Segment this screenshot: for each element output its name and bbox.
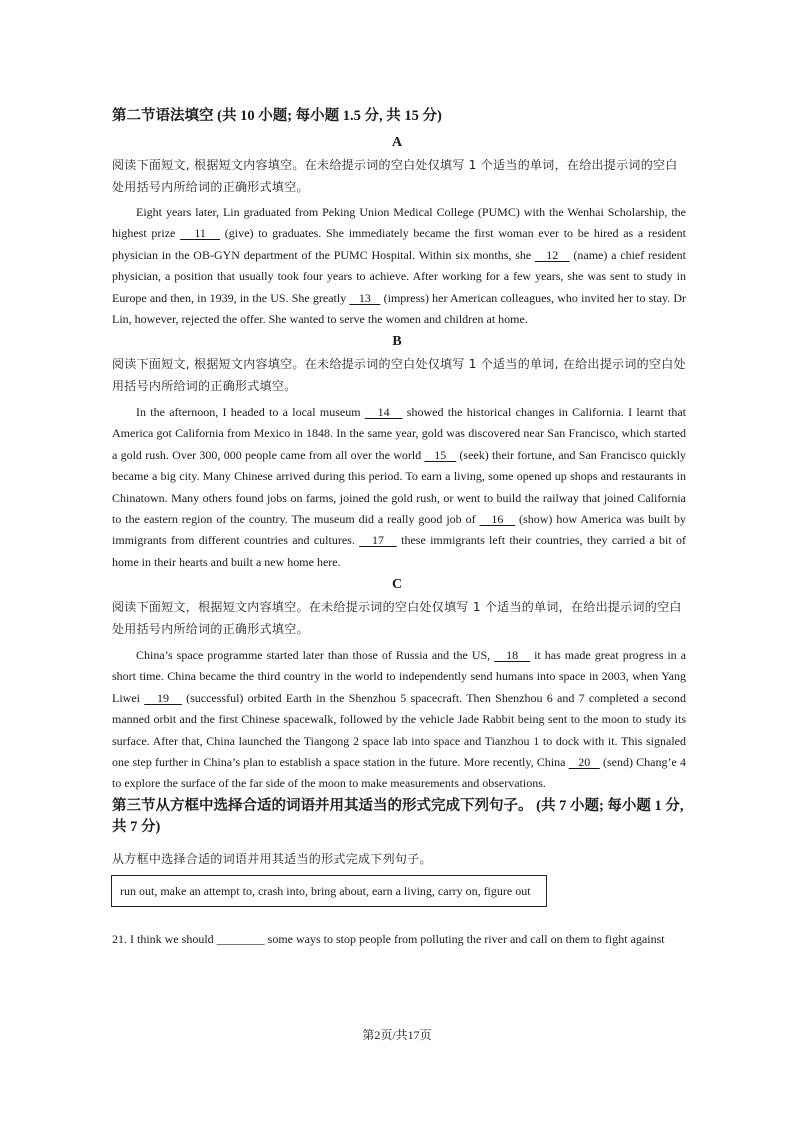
- word-box: run out, make an attempt to, crash into, bring about, earn a living, carry on, figure out: [111, 875, 547, 907]
- answer-blank[interactable]: 13: [349, 290, 381, 305]
- part-a-passage: Eight years later, Lin graduated from Peking Union Medical College (PUMC) with the Wenhai Scholarship, the highest prize 11 (give) to graduates. She immediately became the first woman ever to be hired as a resident physician in the OB-GYN department of the PUMC Hospital. Within six months, she 12 (name) a chief resident physician, a position that usually took four years to achieve. After working for a few years, she was sent to study in Europe and then, in 1939, in the US. She greatly 13 (impress) her American colleagues, who invited her to stay. Dr Lin, however, rejected the offer. She wanted to serve the women and children at home.: [112, 205, 687, 327]
- answer-blank[interactable]: 14: [364, 405, 403, 419]
- answer-blank[interactable]: 12: [534, 247, 570, 262]
- part-c-label: C: [391, 577, 403, 592]
- answer-blank[interactable]: 16: [479, 512, 516, 527]
- answer-blank[interactable]: 17: [359, 533, 397, 548]
- part-a-label: A: [391, 135, 403, 150]
- section2-heading: 第二节语法填空 (共 10 小题; 每小题 1.5 分, 共 15 分): [112, 108, 442, 124]
- answer-blank[interactable]: 19: [144, 690, 182, 705]
- section3-instruction: 从方框中选择合适的词语并用其适当的形式完成下列句子。: [112, 852, 432, 866]
- part-b-label: B: [392, 334, 402, 349]
- part-b-passage: In the afternoon, I headed to a local museum 14 showed the historical changes in California. I learnt that America got California from Mexico in 1848. In the same year, gold was discovered near San Francisco, which started a gold rush. Over 300, 000 people came from all over the world 15 (seek) their fortune, and San Francisco quickly became a big city. Many Chinese arrived during this period. To earn a living, some opened up shops and restaurants in Chinatown. Many others found jobs on farms, joined the gold rush, or went to build the railway that joined California to the eastern region of the country. The museum did a really good job of 16 (show) how America was built by immigrants from different countries and cultures. 17 these immigrants left their countries, they carried a bit of home in their hearts and built a new home here.: [112, 405, 687, 569]
- part-b-instruction: 阅读下面短文, 根据短文内容填空。在未给提示词的空白处仅填写 1 个适当的单词, 在给出提示词的空白处用括号内所给词的正确形式填空。: [112, 357, 686, 393]
- section3-heading: 第三节从方框中选择合适的词语并用其适当的形式完成下列句子。 (共 7 小题; 每小题 1 分, 共 7 分): [112, 798, 684, 835]
- answer-blank[interactable]: 20: [568, 755, 600, 770]
- answer-blank[interactable]: 15: [424, 447, 457, 462]
- question-21: 21. I think we should ________ some ways to stop people from polluting the river and call on them to fight against: [112, 932, 665, 946]
- part-a-instruction: 阅读下面短文, 根据短文内容填空。在未给提示词的空白处仅填写 1 个适当的单词，在给出提示词的空白处用括号内所给词的正确形式填空。: [112, 158, 678, 194]
- answer-blank[interactable]: 18: [494, 648, 531, 662]
- page-number: 第2页/共17页: [362, 1028, 432, 1042]
- part-c-passage: China’s space programme started later than those of Russia and the US, 18 it has made great progress in a short time. China became the third country in the world to independently send humans into space in 2003, when Yang Liwei 19 (successful) orbited Earth in the Shenzhou 5 spacecraft. Then Shenzhou 6 and 7 completed a second manned orbit and the first Chinese spacewalk, followed by the vehicle Jade Rabbit being sent to the moon to study its surface. After that, China launched the Tiangong 2 space lab into space and Tianzhou 1 to dock with it. This signaled one step further in China’s plan to establish a space station in the future. More recently, China 20 (send) Chang’e 4 to explore the surface of the far side of the moon to make measurements and observations.: [112, 648, 687, 791]
- answer-blank[interactable]: 11: [180, 226, 221, 241]
- part-c-instruction: 阅读下面短文，根据短文内容填空。在未给提示词的空白处仅填写 1 个适当的单词，在给出提示词的空白处用括号内所给词的正确形式填空。: [112, 600, 682, 636]
